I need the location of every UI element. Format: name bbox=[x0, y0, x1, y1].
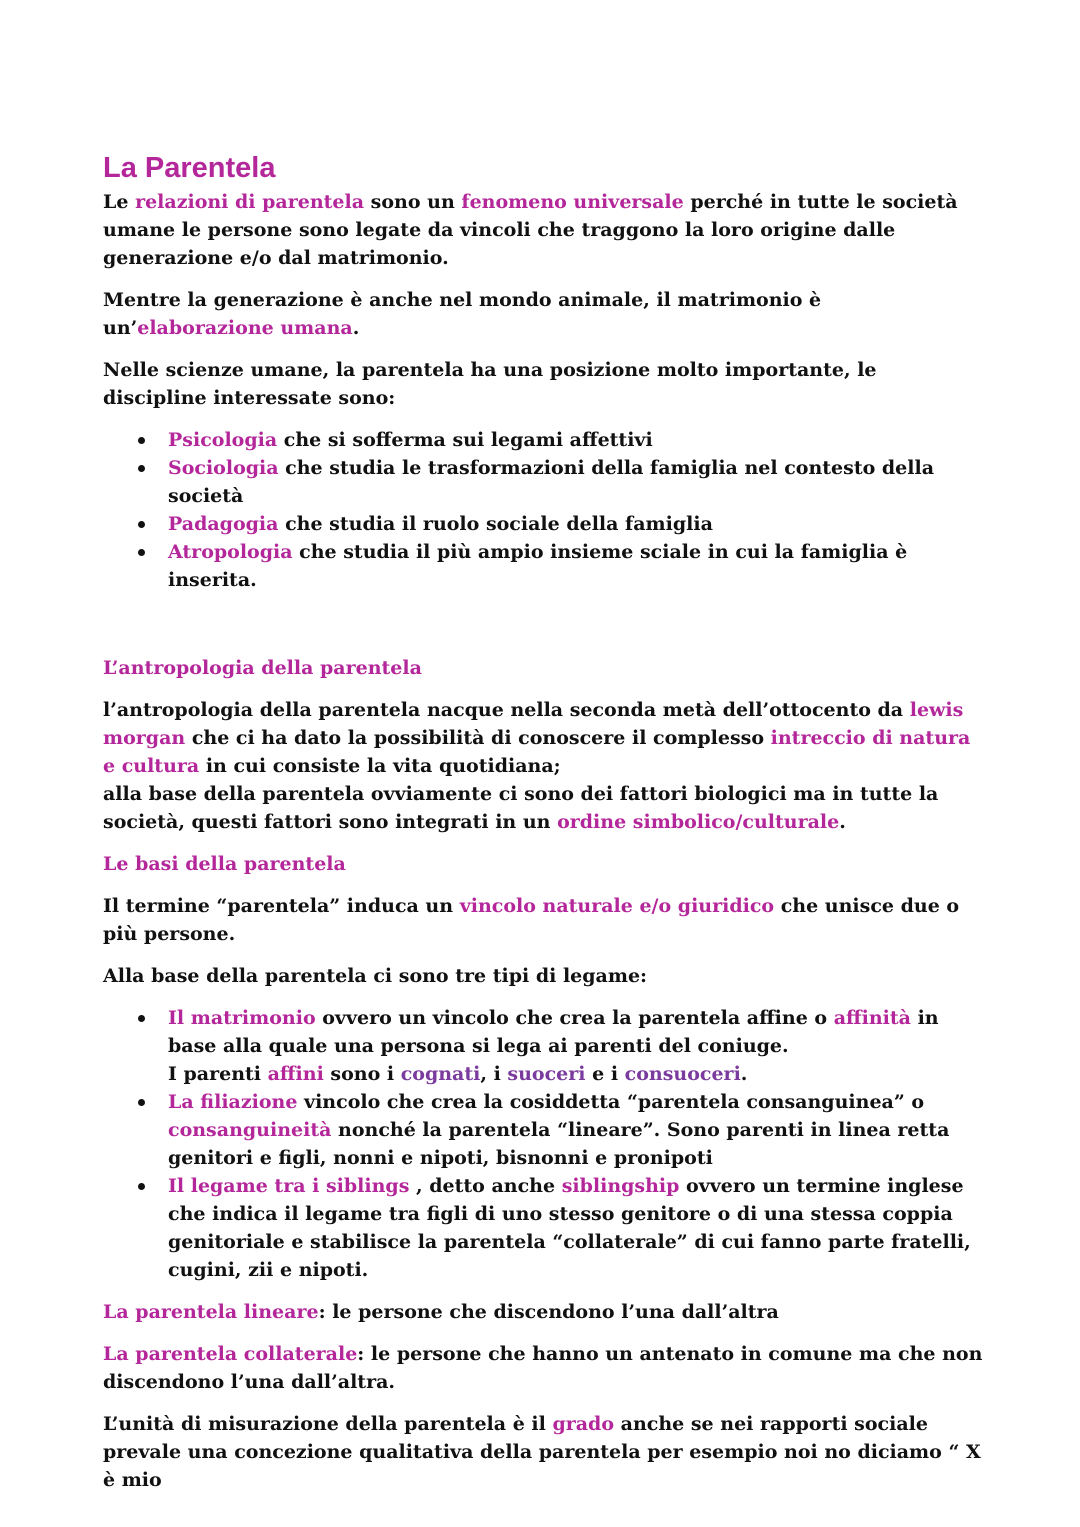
text-run: l’antropologia della parentela nacque nella seconda metà dell’ottocento da bbox=[103, 699, 910, 721]
bases-paragraph-2: Alla base della parentela ci sono tre tipi di legame: bbox=[103, 965, 648, 987]
highlight-siblingship: siblingship bbox=[561, 1175, 680, 1197]
text-run: ovvero un vincolo che crea la parentela affine o bbox=[315, 1007, 834, 1029]
highlight-relazioni: relazioni di parentela bbox=[135, 191, 365, 213]
anthropology-paragraph-1 bbox=[103, 696, 983, 780]
text-run: . bbox=[839, 811, 846, 833]
text-run: . bbox=[352, 317, 360, 339]
text-run: sono i bbox=[323, 1063, 401, 1085]
highlight-affini: affini bbox=[267, 1063, 324, 1085]
intro-paragraph-2 bbox=[103, 286, 983, 342]
discipline-desc: che si sofferma sui legami affettivi bbox=[277, 429, 653, 451]
list-item bbox=[168, 426, 983, 454]
document-page bbox=[103, 150, 983, 1508]
anthropology-paragraph-2 bbox=[103, 780, 983, 836]
text-run: in cui consiste la vita quotidiana; bbox=[199, 755, 561, 777]
list-item-matrimonio bbox=[168, 1004, 983, 1088]
text-run: alla base della parentela ovviamente ci sono dei fattori biologici ma in tutte la società, questi fattori sono integrati in un bbox=[103, 783, 939, 833]
text-run: sono un bbox=[364, 191, 462, 213]
discipline-desc: che studia le trasformazioni della famiglia nel contesto della società bbox=[168, 457, 935, 507]
collateral-kinship bbox=[103, 1340, 983, 1396]
bases-paragraph-1 bbox=[103, 892, 983, 948]
text-run: anche se nei rapporti sociale prevale una concezione qualitativa della parentela per esempio noi no diciamo “ X è mio bbox=[103, 1413, 981, 1491]
discipline-name: Sociologia bbox=[168, 457, 279, 479]
section-heading-antropologia: L’antropologia della parentela bbox=[103, 657, 422, 679]
highlight-intreccio: intreccio di natura e cultura bbox=[103, 727, 971, 777]
discipline-name: Atropologia bbox=[168, 541, 293, 563]
discipline-desc: che studia il più ampio insieme sciale in cui la famiglia è inserita. bbox=[168, 541, 908, 591]
highlight-lineare: La parentela lineare bbox=[103, 1301, 319, 1323]
text-run: L’unità di misurazione della parentela è il bbox=[103, 1413, 553, 1435]
text-run: vincolo che crea la cosiddetta “parentela consanguinea” o bbox=[297, 1091, 925, 1113]
text-run: Le bbox=[103, 191, 136, 213]
discipline-desc: che studia il ruolo sociale della famiglia bbox=[278, 513, 713, 535]
text-run: : le persone che hanno un antenato in comune ma che non discendono l’una dall’altra. bbox=[103, 1343, 983, 1393]
discipline-name: Psicologia bbox=[168, 429, 278, 451]
section-heading-basi: Le basi della parentela bbox=[103, 853, 346, 875]
text-run: nonché la parentela “lineare”. Sono parenti in linea retta genitori e figli, nonni e nipoti, bisnonni e pronipoti bbox=[168, 1119, 950, 1169]
highlight-suoceri: suoceri bbox=[507, 1063, 586, 1085]
highlight-consuoceri: consuoceri bbox=[624, 1063, 741, 1085]
highlight-siblings: Il legame tra i siblings bbox=[168, 1175, 410, 1197]
highlight-collaterale: La parentela collaterale bbox=[103, 1343, 358, 1365]
list-item bbox=[168, 538, 983, 594]
highlight-vincolo: vincolo naturale e/o giuridico bbox=[459, 895, 775, 917]
intro-paragraph-1 bbox=[103, 188, 983, 272]
degree-paragraph bbox=[103, 1410, 983, 1494]
text-run: : le persone che discendono l’una dall’altra bbox=[318, 1301, 779, 1323]
highlight-lewis-morgan: lewis morgan bbox=[103, 699, 964, 749]
list-item-filiazione bbox=[168, 1088, 983, 1172]
highlight-elaborazione: elaborazione umana bbox=[137, 317, 353, 339]
discipline-name: Padagogia bbox=[168, 513, 279, 535]
text-run: , detto anche bbox=[409, 1175, 562, 1197]
highlight-fenomeno: fenomeno universale bbox=[461, 191, 684, 213]
text-run: , i bbox=[480, 1063, 508, 1085]
text-run: . bbox=[740, 1063, 748, 1085]
highlight-matrimonio: Il matrimonio bbox=[168, 1007, 316, 1029]
text-run: ovvero un termine inglese che indica il legame tra figli di uno stesso genitore o di una stessa coppia genitoriale e stabilisce la parentela “collaterale” di cui fanno parte fratelli, cugini, zii e nipoti. bbox=[168, 1175, 971, 1281]
text-run: Mentre la generazione è anche nel mondo animale, il matrimonio è un’ bbox=[103, 289, 822, 339]
highlight-affinita: affinità bbox=[833, 1007, 911, 1029]
highlight-consanguineita: consanguineità bbox=[168, 1119, 332, 1141]
highlight-cognati: cognati bbox=[400, 1063, 481, 1085]
text-run: e i bbox=[585, 1063, 625, 1085]
highlight-filiazione: La filiazione bbox=[168, 1091, 298, 1113]
text-run: I parenti bbox=[168, 1063, 268, 1085]
disciplines-list bbox=[103, 426, 983, 594]
list-item bbox=[168, 510, 983, 538]
highlight-ordine-simbolico: ordine simbolico/culturale bbox=[557, 811, 840, 833]
text-run: in base alla quale una persona si lega ai parenti del coniuge. bbox=[168, 1007, 939, 1057]
list-item-siblings bbox=[168, 1172, 983, 1284]
spacer bbox=[103, 608, 983, 654]
text-run: che unisce due o più persone. bbox=[103, 895, 960, 945]
bonds-list bbox=[103, 1004, 983, 1284]
text-run: perché in tutte le società umane le persone sono legate da vincoli che traggono la loro origine dalle generazione e/o dal matrimonio. bbox=[103, 191, 958, 269]
list-item bbox=[168, 454, 983, 510]
page-title: La Parentela bbox=[103, 152, 276, 184]
linear-kinship bbox=[103, 1298, 983, 1326]
text-run: che ci ha dato la possibilità di conoscere il complesso bbox=[185, 727, 771, 749]
intro-paragraph-3: Nelle scienze umane, la parentela ha una posizione molto importante, le discipline interessate sono: bbox=[103, 359, 877, 409]
text-run: Il termine “parentela” induca un bbox=[103, 895, 460, 917]
highlight-grado: grado bbox=[552, 1413, 615, 1435]
